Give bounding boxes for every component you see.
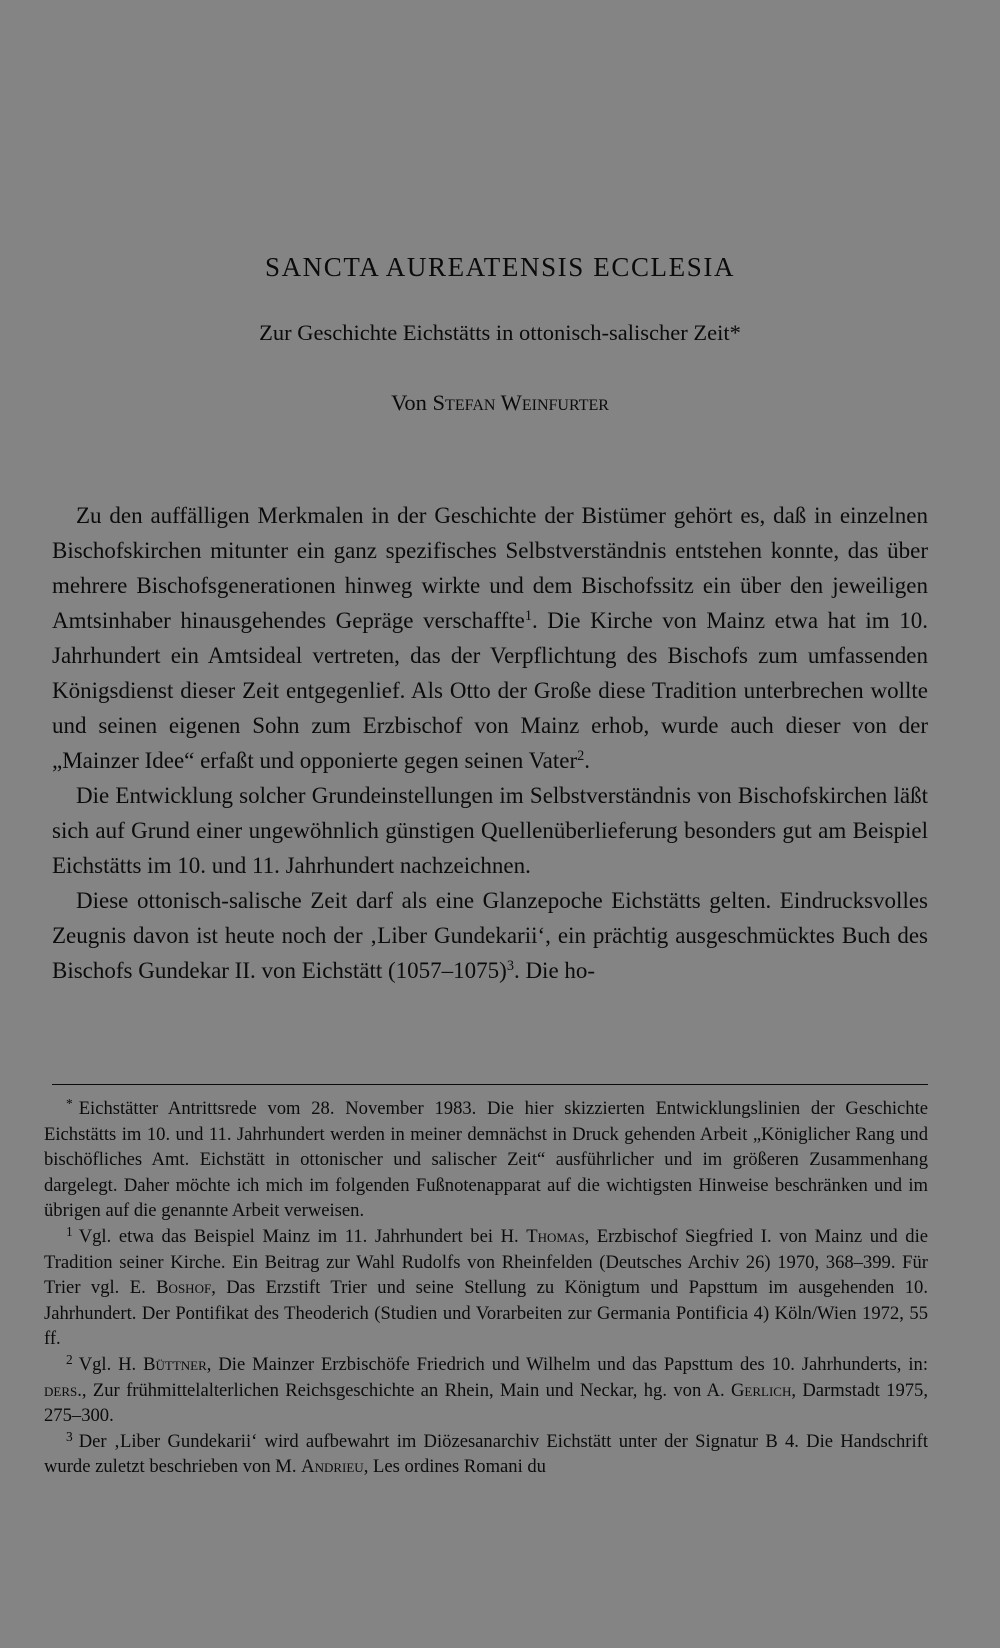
footnote-star <box>44 1096 928 1224</box>
footnote-2-text-d: , Darmstadt 1975, 275–300. <box>44 1379 928 1427</box>
body-text <box>52 498 928 988</box>
footnotes <box>44 1096 928 1480</box>
subtitle-text: Zur Geschichte Eichstätts in ottonisch-salischer Zeit <box>259 320 730 345</box>
author-line <box>0 390 1000 416</box>
paragraph-1-part-a: Zu den auffälligen Merkmalen in der Geschichte der Bistümer gehört es, daß in einzelnen Bischofskirchen mitunter ein ganz spezifisches Selbstverständnis entstehen konnte, das über mehrere Bischofsgenerationen hinweg wirkte und dem Bischofssitz ein über den jeweiligen Amtsinhaber hinausgehendes Gepräge verschaffte <box>52 503 928 633</box>
subtitle-footnote-mark: * <box>729 320 741 345</box>
footnote-3-text-b: , Les ordines Romani du <box>363 1456 546 1478</box>
footnote-2-text-b: , Die Mainzer Erzbischöfe Friedrich und Wilhelm und das Papsttum des 10. Jahrhunderts, in: <box>206 1353 928 1375</box>
footnote-star-mark: * <box>66 1095 73 1111</box>
footnote-ref-2: 2 <box>577 748 585 765</box>
footnote-2-ders: ders. <box>44 1379 82 1401</box>
footnote-ref-3: 3 <box>506 958 514 975</box>
paragraph-2: Die Entwicklung solcher Grundeinstellungen im Selbstverständnis von Bischofskirchen läßt sich auf Grund einer ungewöhnlich günstigen Quellenüberlieferung besonders gut am Beispiel Eichstätts im 10. und 11. Jahrhundert nachzeichnen. <box>52 783 928 878</box>
footnote-2-mark: 2 <box>66 1351 73 1367</box>
footnote-ref-1: 1 <box>524 608 532 625</box>
footnote-1-author-thomas: Thomas <box>526 1225 585 1247</box>
footnote-1-text-a: Vgl. etwa das Beispiel Mainz im 11. Jahrhundert bei H. <box>78 1225 527 1247</box>
paragraph-3-part-a: Diese ottonisch-salische Zeit darf als eine Glanzepoche Eichstätts gelten. Eindrucksvolles Zeugnis davon ist heute noch der ‚Liber Gundekarii‘, ein prächtig ausgeschmücktes Buch des Bischofs Gundekar II. von Eichstätt (1057–1075) <box>52 888 928 983</box>
paragraph-1 <box>52 498 928 778</box>
article-title: SANCTA AUREATENSIS ECCLESIA <box>264 252 736 282</box>
footnote-1-mark: 1 <box>66 1223 73 1239</box>
footnote-1 <box>44 1224 928 1352</box>
article-subtitle <box>0 320 1000 346</box>
footnote-3-author-andrieu: Andrieu <box>301 1456 364 1478</box>
footnote-2-text-a: Vgl. H. <box>78 1353 144 1375</box>
footnote-1-author-boshof: Boshof <box>156 1277 212 1299</box>
author-prefix: Von <box>391 390 433 415</box>
footnote-2-author-buettner: Büttner <box>143 1353 207 1375</box>
paragraph-3 <box>52 883 928 988</box>
footnote-3-mark: 3 <box>66 1428 73 1444</box>
footnote-2 <box>44 1352 928 1429</box>
footnote-divider <box>52 1084 928 1085</box>
paragraph-3-part-b: . Die ho- <box>513 958 596 983</box>
paragraph-1-part-b: . Die Kirche von Mainz etwa hat im 10. Jahrhundert ein Amtsideal vertreten, das der Verpflichtung des Bischofs zum umfassenden Königsdienst dieser Zeit entgegenlief. Als Otto der Große diese Tradition unterbrechen wollte und seinen eigenen Sohn zum Erzbischof von Mainz erhob, wurde auch dieser von der „Mainzer Idee“ erfaßt und opponierte gegen seinen Vater <box>52 608 928 773</box>
footnote-3 <box>44 1429 928 1480</box>
footnote-3-text-a: Der ‚Liber Gundekarii‘ wird aufbewahrt im Diözesanarchiv Eichstätt unter der Signatur B 4. Die Handschrift wurde zuletzt beschrieben von M. <box>44 1430 928 1478</box>
footnote-2-editor-gerlich: Gerlich <box>730 1379 792 1401</box>
author-name: Stefan Weinfurter <box>432 390 609 415</box>
paragraph-1-part-c: . <box>584 748 591 773</box>
footnote-1-text-b: , Erzbischof Siegfried I. von Mainz und die Tradition seiner Kirche. Ein Beitrag zur Wahl Rudolfs von Rheinfelden (Deutsches Archiv 26) 1970, 368–399. Für Trier vgl. E. <box>44 1225 928 1299</box>
footnote-star-text: Eichstätter Antrittsrede vom 28. November 1983. Die hier skizzierten Entwicklungslinien der Geschichte Eichstätts im 10. und 11. Jahrhundert werden in meiner demnächst in Druck gehenden Arbeit „Königlicher Rang und bischöfliches Amt. Eichstätt in ottonischer und salischer Zeit“ ausführlicher und im größeren Zusammenhang dargelegt. Daher möchte ich mich im folgenden Fußnotenapparat auf die wichtigsten Hinweise beschränken und im übrigen auf die genannte Arbeit verweisen. <box>44 1098 928 1222</box>
footnote-1-text-c: , Das Erzstift Trier und seine Stellung zu Königtum und Papsttum im ausgehenden 10. Jahrhundert. Der Pontifikat des Theoderich (Studien und Vorarbeiten zur Germania Pontificia 4) Köln/Wien 1972, 55 ff. <box>44 1277 928 1350</box>
footnote-2-text-c: , Zur frühmittelalterlichen Reichsgeschichte an Rhein, Main und Neckar, hg. von A. <box>81 1379 731 1401</box>
